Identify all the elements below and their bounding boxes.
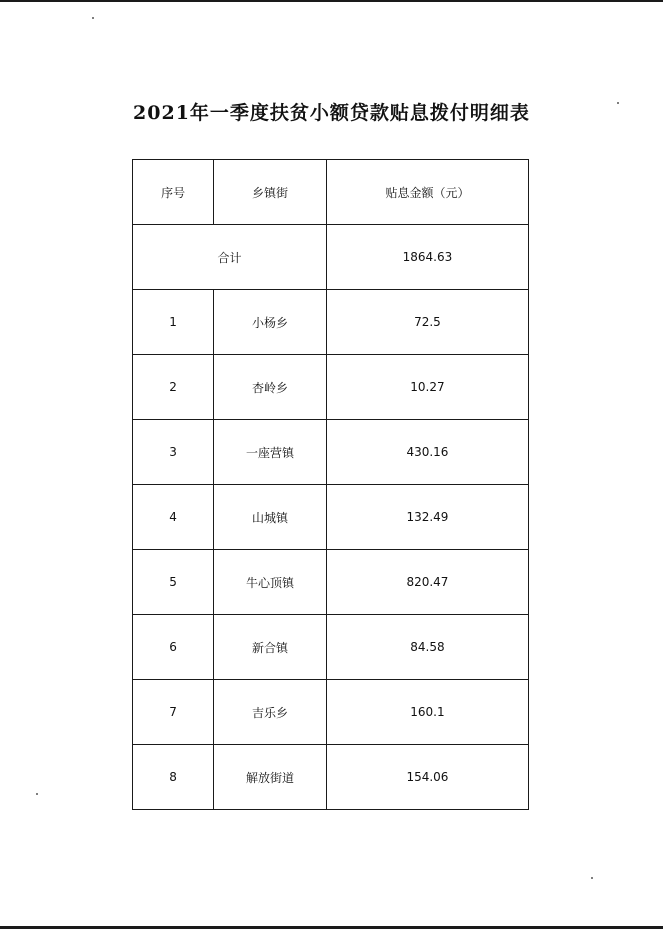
row-index: 6 [133, 615, 214, 680]
header-index: 序号 [133, 160, 214, 225]
table-total-row [133, 225, 529, 290]
scan-top-edge [0, 0, 663, 2]
row-amount: 72.5 [326, 290, 528, 355]
table-row [133, 355, 529, 420]
table-row [133, 615, 529, 680]
row-amount: 10.27 [326, 355, 528, 420]
row-town: 牛心顶镇 [214, 550, 327, 615]
row-amount: 132.49 [326, 485, 528, 550]
row-index: 1 [133, 290, 214, 355]
scan-speck [591, 877, 593, 879]
scan-speck [92, 17, 94, 19]
row-index: 8 [133, 745, 214, 810]
table-row [133, 420, 529, 485]
row-town: 一座营镇 [214, 420, 327, 485]
row-town: 新合镇 [214, 615, 327, 680]
row-town: 吉乐乡 [214, 680, 327, 745]
row-town: 解放街道 [214, 745, 327, 810]
table-row [133, 550, 529, 615]
table-header-row [133, 160, 529, 225]
document-title: 2021年一季度扶贫小额贷款贴息拨付明细表 [133, 102, 530, 124]
row-index: 5 [133, 550, 214, 615]
subsidy-detail-table [132, 159, 529, 810]
row-amount: 820.47 [326, 550, 528, 615]
row-index: 7 [133, 680, 214, 745]
total-label: 合计 [133, 225, 327, 290]
row-amount: 160.1 [326, 680, 528, 745]
header-town: 乡镇街 [214, 160, 327, 225]
row-amount: 154.06 [326, 745, 528, 810]
header-amount: 贴息金额（元） [326, 160, 528, 225]
table-row [133, 745, 529, 810]
scan-speck [36, 793, 38, 795]
total-amount: 1864.63 [326, 225, 528, 290]
table-row [133, 680, 529, 745]
row-amount: 84.58 [326, 615, 528, 680]
row-index: 3 [133, 420, 214, 485]
table-row [133, 485, 529, 550]
row-amount: 430.16 [326, 420, 528, 485]
row-index: 2 [133, 355, 214, 420]
row-town: 小杨乡 [214, 290, 327, 355]
table-row [133, 290, 529, 355]
row-index: 4 [133, 485, 214, 550]
row-town: 山城镇 [214, 485, 327, 550]
row-town: 杏岭乡 [214, 355, 327, 420]
